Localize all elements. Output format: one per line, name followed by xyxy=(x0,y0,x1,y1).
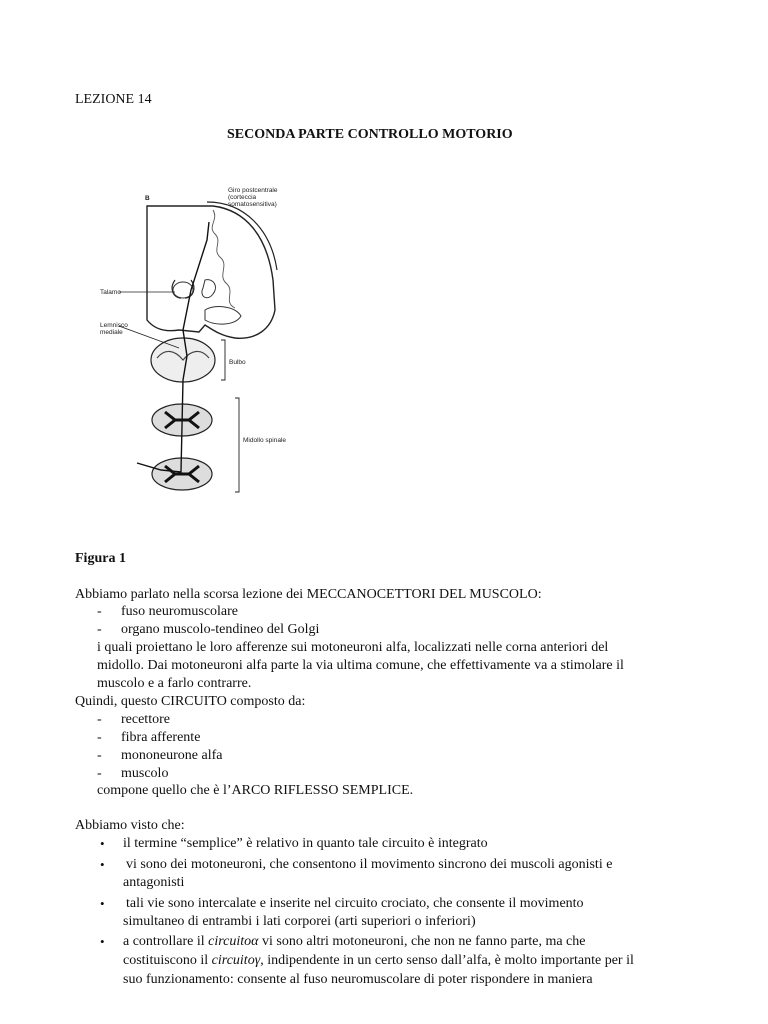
neuroanatomy-figure xyxy=(95,180,295,500)
cortex-folds xyxy=(212,210,235,308)
bullet-marker: • xyxy=(100,836,105,851)
para2-intro: Quindi, questo CIRCUITO composto da: xyxy=(75,694,306,709)
basal-ganglia xyxy=(202,280,216,298)
bullet-marker: • xyxy=(100,934,105,949)
para1-intro: Abbiamo parlato nella scorsa lezione dei MECCANOCETTORI DEL MUSCOLO: xyxy=(75,587,542,602)
bulbo-bracket xyxy=(221,340,225,380)
dash-marker: - xyxy=(97,622,102,637)
temporal-lobe xyxy=(205,307,241,324)
dash-marker: - xyxy=(97,604,102,619)
bullet-text: a controllare il circuitoα vi sono altri motoneuroni, che non ne fanno parte, ma che xyxy=(123,934,586,949)
dash-marker: - xyxy=(97,712,102,727)
label-midollo: Midollo spinale xyxy=(243,437,286,444)
list-item: muscolo xyxy=(121,766,169,781)
bullet-text-cont: antagonisti xyxy=(123,875,185,890)
para3-intro: Abbiamo visto che: xyxy=(75,818,185,833)
list-item: mononeurone alfa xyxy=(121,748,223,763)
bullet-marker: • xyxy=(100,857,105,872)
cortex-bracket xyxy=(207,202,277,270)
label-giro-3: somatosensitiva) xyxy=(228,201,277,208)
label-lemnisco-2: mediale xyxy=(100,329,123,336)
label-bulbo: Bulbo xyxy=(229,359,246,366)
figure-panel-label: B xyxy=(145,195,150,202)
list-item: organo muscolo-tendineo del Golgi xyxy=(121,622,320,637)
figure-caption: Figura 1 xyxy=(75,551,126,566)
dash-marker: - xyxy=(97,730,102,745)
para1-line: i quali proiettano le loro afferenze sui motoneuroni alfa, localizzati nelle corna anteriori del xyxy=(97,640,609,655)
midollo-bracket xyxy=(235,398,239,492)
para1-line: midollo. Dai motoneuroni alfa parte la via ultima comune, che effettivamente va a stimolare il xyxy=(97,658,624,673)
bullet-text: tali vie sono intercalate e inserite nel circuito crociato, che consente il movimento xyxy=(126,896,584,911)
label-lemnisco-1: Lemnisco xyxy=(100,322,128,329)
label-giro-2: (corteccia xyxy=(228,194,257,201)
bullet-text: il termine “semplice” è relativo in quanto tale circuito è integrato xyxy=(123,836,488,851)
bullet-text-cont: suo funzionamento: consente al fuso neuromuscolare di poter rispondere in maniera xyxy=(123,972,593,987)
bullet-marker: • xyxy=(100,896,105,911)
para1-line: muscolo e a farlo contrarre. xyxy=(97,676,252,691)
dash-marker: - xyxy=(97,748,102,763)
list-item: fuso neuromuscolare xyxy=(121,604,239,619)
dash-marker: - xyxy=(97,766,102,781)
list-item: fibra afferente xyxy=(121,730,201,745)
list-item: recettore xyxy=(121,712,170,727)
bullet-text: vi sono dei motoneuroni, che consentono il movimento sincrono dei muscoli agonisti e xyxy=(126,857,613,872)
brain-coronal-outline xyxy=(147,206,275,338)
label-giro-1: Giro postcentrale xyxy=(228,187,278,194)
bullet-text-cont: simultaneo di entrambi i lati corporei (arti superiori o inferiori) xyxy=(123,914,476,929)
lesson-number: LEZIONE 14 xyxy=(75,92,152,107)
para2-closing: compone quello che è l’ARCO RIFLESSO SEMPLICE. xyxy=(97,783,414,798)
page-title: SECONDA PARTE CONTROLLO MOTORIO xyxy=(227,127,513,142)
label-talamo: Talamo xyxy=(100,289,121,296)
bullet-text-cont: costituiscono il circuitoγ, indipendente in un certo senso dall’alfa, è molto importante per il xyxy=(123,953,634,968)
